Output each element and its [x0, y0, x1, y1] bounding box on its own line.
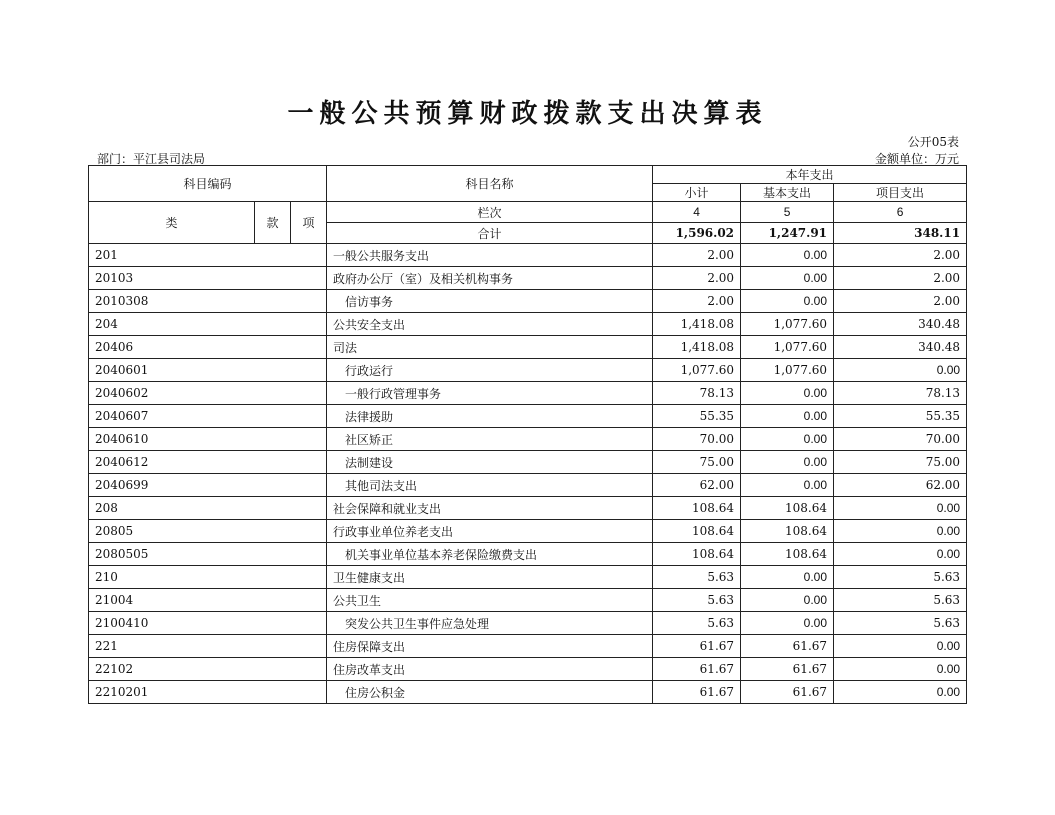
table-row	[89, 428, 967, 451]
table-row	[89, 543, 967, 566]
header-project: 项目支出	[834, 184, 967, 202]
row-code: 208	[89, 497, 327, 520]
row-code: 210	[89, 566, 327, 589]
row-project: 0.00	[834, 497, 967, 520]
row-basic: 0.00	[741, 290, 834, 313]
header-basic: 基本支出	[741, 184, 834, 202]
row-subtotal: 55.35	[653, 405, 741, 428]
header-subject-name: 科目名称	[327, 166, 653, 202]
row-name: 社区矫正	[327, 428, 653, 451]
row-basic: 0.00	[741, 612, 834, 635]
row-subtotal: 78.13	[653, 382, 741, 405]
row-project: 5.63	[834, 589, 967, 612]
row-basic: 0.00	[741, 566, 834, 589]
row-code: 2040602	[89, 382, 327, 405]
row-subtotal: 70.00	[653, 428, 741, 451]
row-code: 201	[89, 244, 327, 267]
table-row	[89, 359, 967, 382]
table-row	[89, 520, 967, 543]
header-column-no: 栏次	[327, 202, 653, 223]
row-project: 2.00	[834, 290, 967, 313]
table-row	[89, 681, 967, 704]
row-code: 20406	[89, 336, 327, 359]
row-code: 2040610	[89, 428, 327, 451]
table-row	[89, 658, 967, 681]
row-name: 司法	[327, 336, 653, 359]
row-subtotal: 5.63	[653, 612, 741, 635]
row-name: 政府办公厅（室）及相关机构事务	[327, 267, 653, 290]
row-subtotal: 62.00	[653, 474, 741, 497]
table-row	[89, 474, 967, 497]
table-row	[89, 405, 967, 428]
header-subject-code: 科目编码	[89, 166, 327, 202]
total-basic: 1,247.91	[741, 223, 834, 244]
row-code: 2040612	[89, 451, 327, 474]
row-basic: 61.67	[741, 635, 834, 658]
row-project: 0.00	[834, 359, 967, 382]
row-basic: 108.64	[741, 497, 834, 520]
row-project: 0.00	[834, 635, 967, 658]
row-basic: 61.67	[741, 681, 834, 704]
row-project: 0.00	[834, 681, 967, 704]
row-code: 21004	[89, 589, 327, 612]
row-basic: 0.00	[741, 244, 834, 267]
row-basic: 0.00	[741, 474, 834, 497]
table-row	[89, 244, 967, 267]
row-name: 其他司法支出	[327, 474, 653, 497]
table-row	[89, 635, 967, 658]
row-basic: 1,077.60	[741, 336, 834, 359]
row-name: 住房公积金	[327, 681, 653, 704]
row-project: 0.00	[834, 520, 967, 543]
row-subtotal: 75.00	[653, 451, 741, 474]
row-basic: 0.00	[741, 428, 834, 451]
row-name: 住房保障支出	[327, 635, 653, 658]
amount-unit-label: 金额单位：万元	[874, 152, 959, 166]
table-row	[89, 290, 967, 313]
header-subtotal: 小计	[653, 184, 741, 202]
table-row	[89, 451, 967, 474]
row-code: 2080505	[89, 543, 327, 566]
page-title: 一般公共预算财政拨款支出决算表	[287, 99, 768, 129]
row-project: 55.35	[834, 405, 967, 428]
row-basic: 0.00	[741, 451, 834, 474]
row-name: 一般行政管理事务	[327, 382, 653, 405]
department-label: 部门：平江县司法局	[97, 152, 206, 166]
row-code: 221	[89, 635, 327, 658]
row-name: 公共安全支出	[327, 313, 653, 336]
row-code: 22102	[89, 658, 327, 681]
row-subtotal: 2.00	[653, 290, 741, 313]
row-project: 0.00	[834, 543, 967, 566]
header-item: 项	[291, 202, 327, 244]
row-basic: 61.67	[741, 658, 834, 681]
table-row	[89, 566, 967, 589]
row-name: 机关事业单位基本养老保险缴费支出	[327, 543, 653, 566]
form-number: 公开05表	[907, 135, 959, 149]
total-label: 合计	[327, 223, 653, 244]
total-subtotal: 1,596.02	[653, 223, 741, 244]
row-basic: 0.00	[741, 382, 834, 405]
row-code: 2210201	[89, 681, 327, 704]
row-code: 2040607	[89, 405, 327, 428]
expenditure-table	[88, 165, 967, 704]
row-basic: 108.64	[741, 543, 834, 566]
row-code: 20805	[89, 520, 327, 543]
table-row	[89, 336, 967, 359]
row-project: 70.00	[834, 428, 967, 451]
table-row	[89, 313, 967, 336]
row-name: 社会保障和就业支出	[327, 497, 653, 520]
row-project: 340.48	[834, 336, 967, 359]
table-row	[89, 267, 967, 290]
total-project: 348.11	[834, 223, 967, 244]
header-section: 款	[255, 202, 291, 244]
row-code: 2100410	[89, 612, 327, 635]
header-class: 类	[89, 202, 255, 244]
row-name: 法律援助	[327, 405, 653, 428]
row-code: 2010308	[89, 290, 327, 313]
row-subtotal: 108.64	[653, 497, 741, 520]
row-project: 2.00	[834, 244, 967, 267]
table-row	[89, 382, 967, 405]
row-name: 卫生健康支出	[327, 566, 653, 589]
row-subtotal: 2.00	[653, 267, 741, 290]
header-current-year: 本年支出	[653, 166, 967, 184]
row-name: 行政事业单位养老支出	[327, 520, 653, 543]
row-subtotal: 5.63	[653, 566, 741, 589]
table-row	[89, 612, 967, 635]
header-col-4: 4	[653, 202, 741, 223]
table-row	[89, 589, 967, 612]
header-col-6: 6	[834, 202, 967, 223]
row-subtotal: 1,077.60	[653, 359, 741, 382]
row-code: 2040601	[89, 359, 327, 382]
row-code: 204	[89, 313, 327, 336]
row-subtotal: 2.00	[653, 244, 741, 267]
row-subtotal: 1,418.08	[653, 313, 741, 336]
row-name: 法制建设	[327, 451, 653, 474]
table-row	[89, 497, 967, 520]
row-subtotal: 108.64	[653, 543, 741, 566]
header-col-5: 5	[741, 202, 834, 223]
row-subtotal: 5.63	[653, 589, 741, 612]
row-project: 5.63	[834, 612, 967, 635]
row-subtotal: 61.67	[653, 635, 741, 658]
row-name: 公共卫生	[327, 589, 653, 612]
row-code: 2040699	[89, 474, 327, 497]
row-project: 0.00	[834, 658, 967, 681]
row-project: 78.13	[834, 382, 967, 405]
row-subtotal: 61.67	[653, 658, 741, 681]
row-basic: 108.64	[741, 520, 834, 543]
row-code: 20103	[89, 267, 327, 290]
row-name: 信访事务	[327, 290, 653, 313]
row-basic: 0.00	[741, 267, 834, 290]
row-subtotal: 108.64	[653, 520, 741, 543]
row-name: 突发公共卫生事件应急处理	[327, 612, 653, 635]
row-basic: 0.00	[741, 589, 834, 612]
row-project: 2.00	[834, 267, 967, 290]
row-project: 75.00	[834, 451, 967, 474]
row-name: 住房改革支出	[327, 658, 653, 681]
row-name: 行政运行	[327, 359, 653, 382]
row-subtotal: 61.67	[653, 681, 741, 704]
row-basic: 1,077.60	[741, 313, 834, 336]
row-project: 340.48	[834, 313, 967, 336]
row-project: 62.00	[834, 474, 967, 497]
row-basic: 0.00	[741, 405, 834, 428]
row-project: 5.63	[834, 566, 967, 589]
row-basic: 1,077.60	[741, 359, 834, 382]
row-subtotal: 1,418.08	[653, 336, 741, 359]
row-name: 一般公共服务支出	[327, 244, 653, 267]
